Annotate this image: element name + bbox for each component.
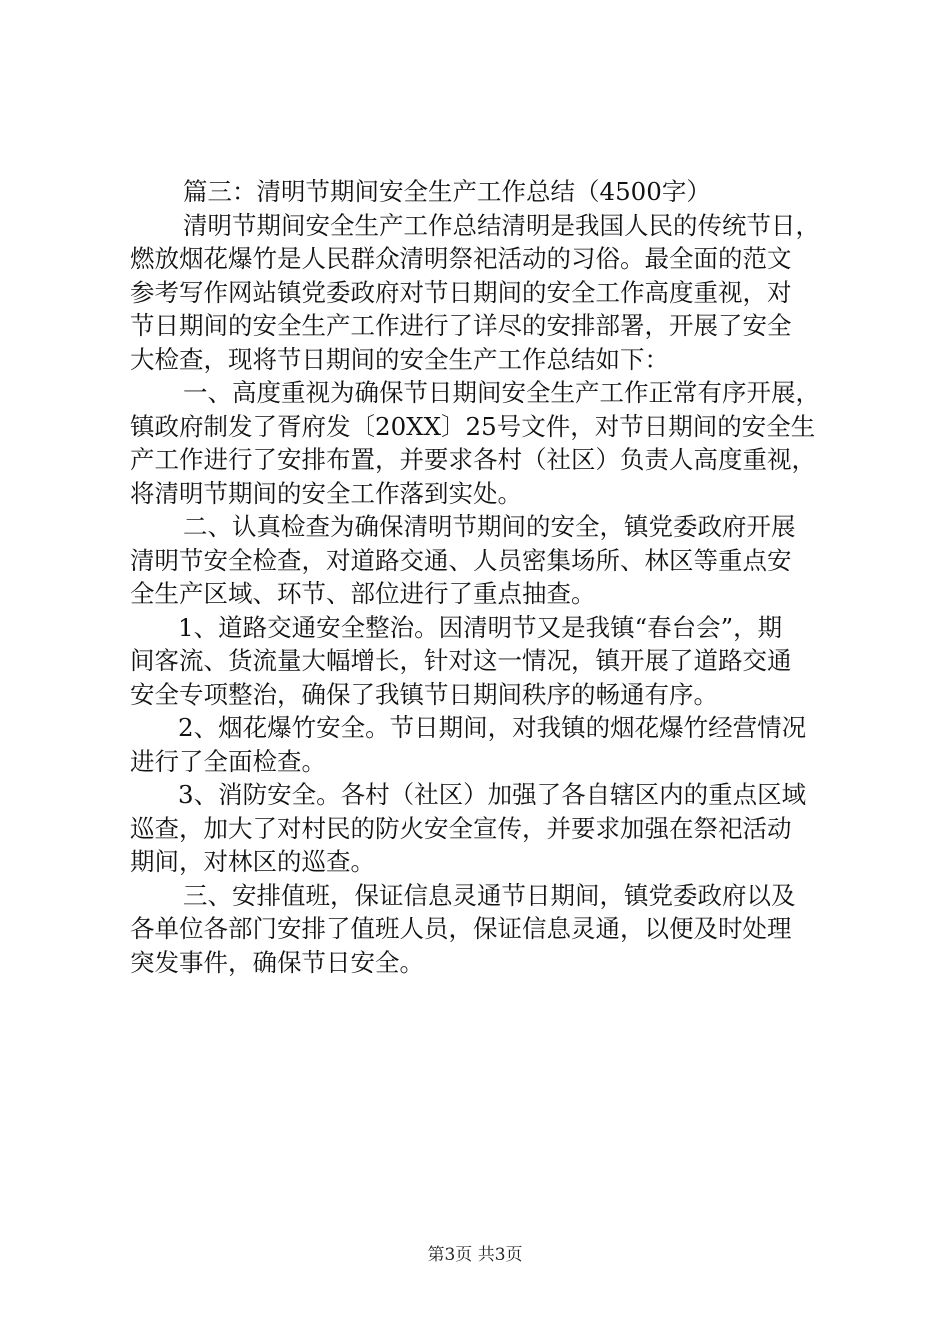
text-line: 燃放烟花爆竹是人民群众清明祭祀活动的习俗。最全面的范文: [130, 244, 792, 273]
text-line: 全生产区域、环节、部位进行了重点抽查。: [130, 579, 596, 608]
text-line: 3、消防安全。各村（社区）加强了各自辖区内的重点区域: [178, 780, 807, 809]
text-line: 安全专项整治，确保了我镇节日期间秩序的畅通有序。: [130, 680, 718, 709]
text-line: 三、安排值班，保证信息灵通节日期间，镇党委政府以及: [183, 881, 796, 910]
text-line: 大检查，现将节日期间的安全生产工作总结如下：: [130, 345, 669, 374]
text-line: 参考写作网站镇党委政府对节日期间的安全工作高度重视，对: [130, 278, 792, 307]
text-line: 将清明节期间的安全工作落到实处。: [130, 479, 522, 508]
text-line: 进行了全面检查。: [130, 747, 326, 776]
text-line: 一、高度重视为确保节日期间安全生产工作正常有序开展，: [183, 378, 820, 407]
text-line: 篇三：清明节期间安全生产工作总结（4500字）: [183, 177, 711, 206]
text-line: 节日期间的安全生产工作进行了详尽的安排部署，开展了安全: [130, 311, 792, 340]
text-line: 产工作进行了安排布置，并要求各村（社区）负责人高度重视，: [130, 445, 816, 474]
text-line: 1、道路交通安全整治。因清明节又是我镇“春台会”，期: [178, 613, 783, 642]
text-line: 清明节安全检查，对道路交通、人员密集场所、林区等重点安: [130, 546, 792, 575]
text-line: 巡查，加大了对村民的防火安全宣传，并要求加强在祭祀活动: [130, 814, 792, 843]
page-footer: 第3页 共3页: [427, 1245, 523, 1265]
text-line: 清明节期间安全生产工作总结清明是我国人民的传统节日，: [183, 211, 820, 240]
text-line: 镇政府制发了胥府发〔20XX〕25号文件，对节日期间的安全生: [130, 412, 816, 441]
text-line: 各单位各部门安排了值班人员，保证信息灵通，以便及时处理: [130, 914, 792, 943]
text-line: 2、烟花爆竹安全。节日期间，对我镇的烟花爆竹经营情况: [178, 713, 807, 742]
text-line: 突发事件，确保节日安全。: [130, 948, 424, 977]
text-line: 间客流、货流量大幅增长，针对这一情况，镇开展了道路交通: [130, 646, 792, 675]
text-line: 期间，对林区的巡查。: [130, 847, 375, 876]
text-line: 二、认真检查为确保清明节期间的安全，镇党委政府开展: [183, 512, 796, 541]
